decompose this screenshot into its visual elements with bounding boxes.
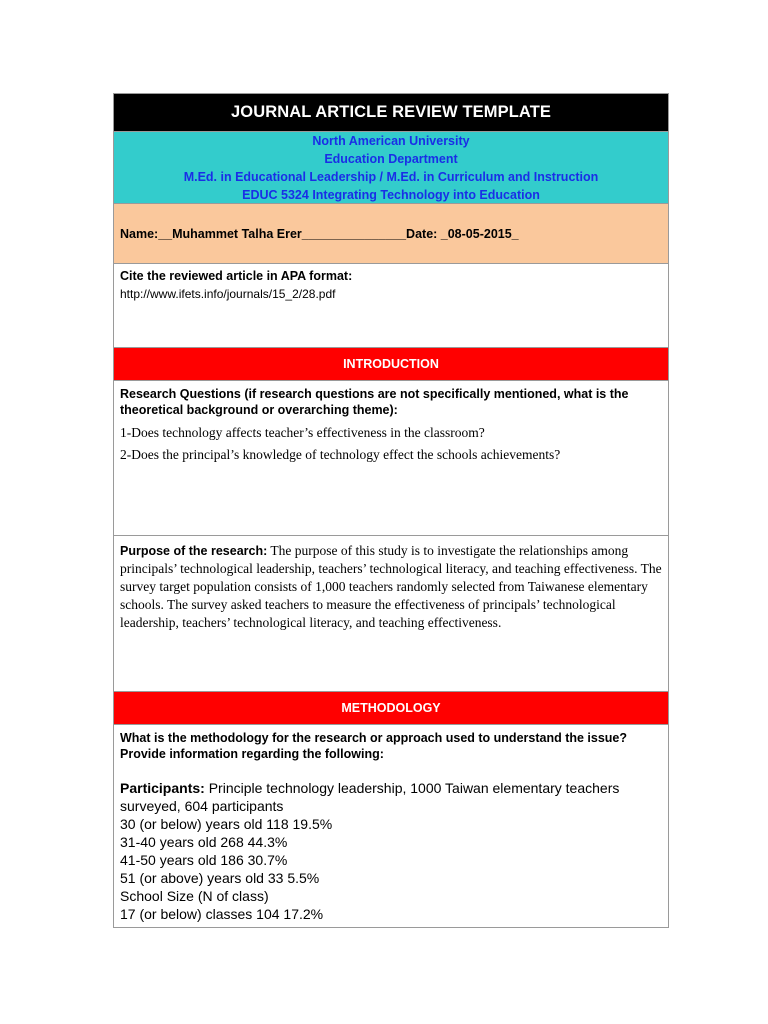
purpose-text: The purpose of this study is to investigate the relationships among principals’ technological leadership, teachers’ technological literacy, and teaching effectiveness. The survey target population consists of 1,000 teachers randomly selected from Taiwanese elementary schools. The survey asked teachers to measure the effectiveness of principals’ technological leadership, teachers’ technological literacy, and teaching effectiveness. [120,543,662,630]
review-template-table [113,93,669,928]
template-title: JOURNAL ARTICLE REVIEW TEMPLATE [114,94,668,132]
participants-line: 17 (or below) classes 104 17.2% [120,906,324,922]
participants-line: 30 (or below) years old 118 19.5% [120,816,333,832]
participants-line: 31-40 years old 268 44.3% [120,834,288,850]
research-questions-label: Research Questions (if research questions are not specifically mentioned, what is the theoretical background or overarching theme): [120,387,629,417]
purpose-section [114,536,668,692]
citation-label: Cite the reviewed article in APA format: [120,269,353,283]
participants-line: 41-50 years old 186 30.7% [120,852,288,868]
methodology-heading: METHODOLOGY [114,692,668,725]
research-question-1: 1-Does technology affects teacher’s effectiveness in the classroom? [120,425,485,440]
course-name: EDUC 5324 Integrating Technology into Education [242,187,540,202]
citation-url: http://www.ifets.info/journals/15_2/28.pdf [120,287,336,301]
participants-paragraph [120,779,662,815]
citation-section [114,264,668,348]
university-name: North American University [312,133,470,148]
department-name: Education Department [324,151,458,166]
methodology-section [114,725,668,927]
participants-label: Participants: [120,780,205,796]
introduction-heading: INTRODUCTION [114,348,668,381]
methodology-question: What is the methodology for the research or approach used to understand the issue? Provide information regarding the following: [120,731,628,761]
purpose-paragraph [120,542,662,632]
research-questions-section [114,381,668,536]
name-date-row: Name:__Muhammet Talha Erer_______________Date: _08-05-2015_ [114,204,668,264]
research-question-2: 2-Does the principal’s knowledge of technology effect the schools achievements? [120,447,561,462]
program-name: M.Ed. in Educational Leadership / M.Ed. in Curriculum and Instruction [183,169,599,184]
participants-text: Principle technology leadership, 1000 Taiwan elementary teachers surveyed, 604 participants [120,780,620,814]
participants-line: 51 (or above) years old 33 5.5% [120,870,320,886]
purpose-label: Purpose of the research: [120,544,268,558]
university-header [114,132,668,204]
participants-line: School Size (N of class) [120,888,269,904]
